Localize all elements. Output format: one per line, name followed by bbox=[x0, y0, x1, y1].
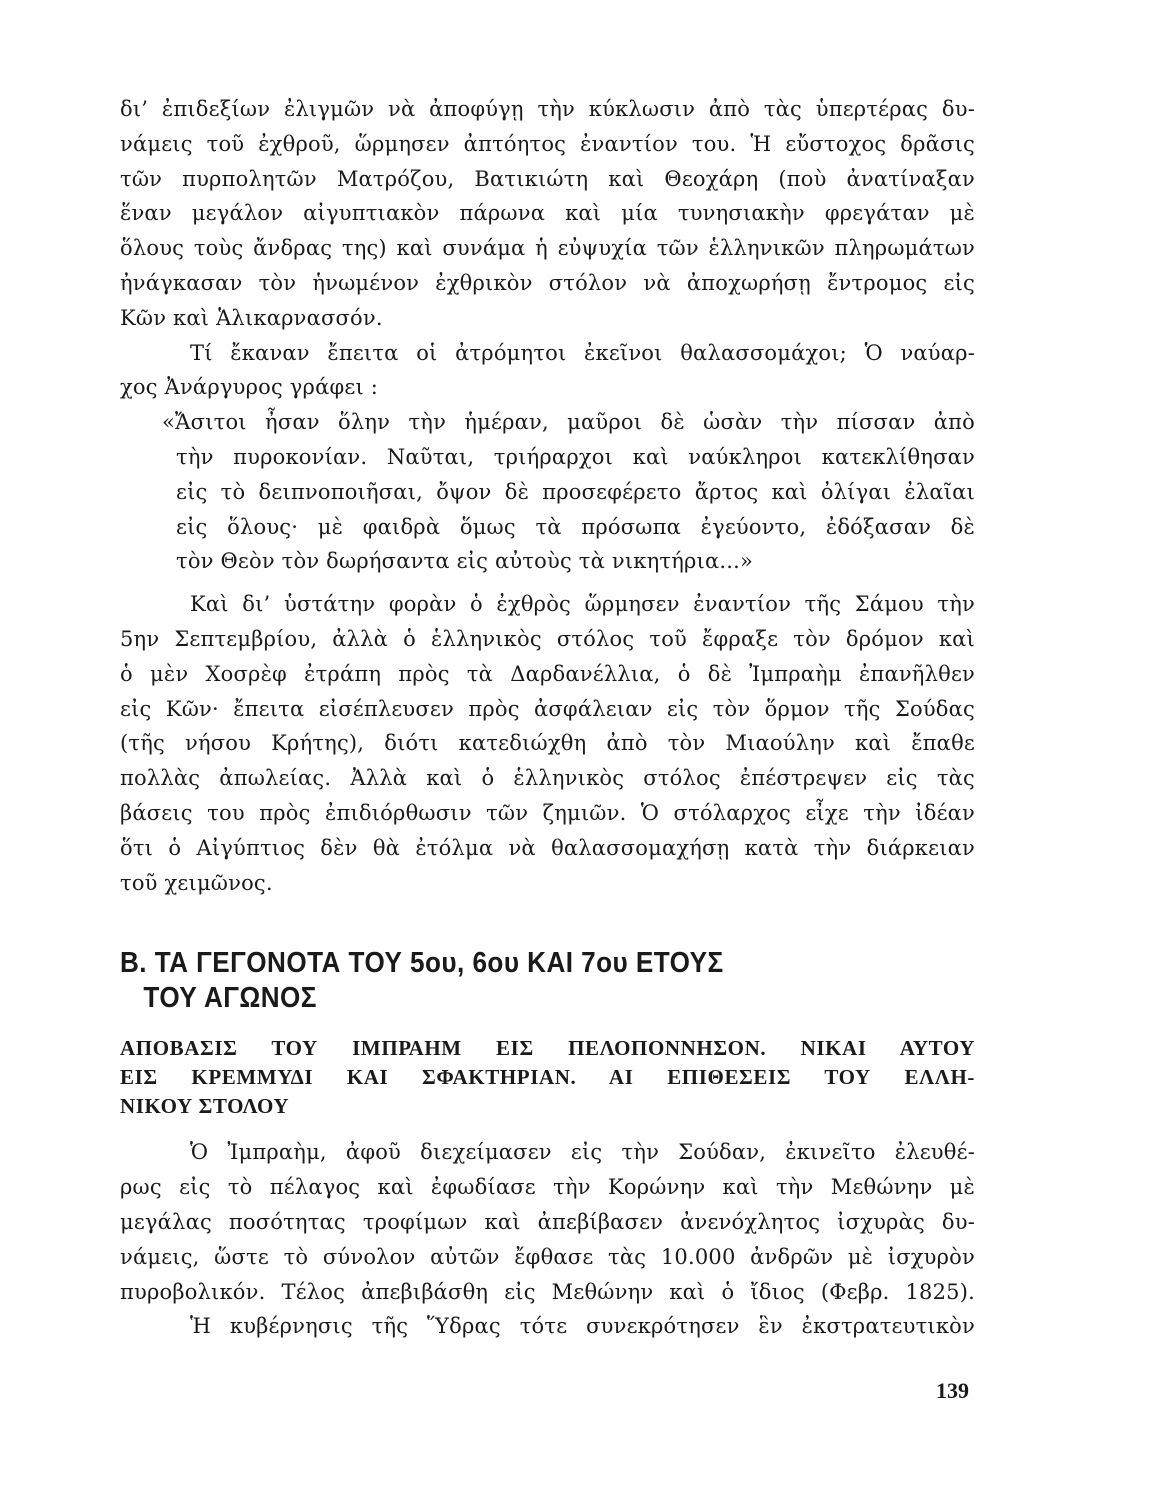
text-line: δι’ ἐπιδεξίων ἐλιγμῶν νὰ ἀποφύγῃ τὴν κύκλωσιν ἀπὸ τὰς ὑπερτέρας δυ- bbox=[120, 97, 975, 121]
text-line: ὅτι ὁ Αἰγύπτιος δὲν θὰ ἐτόλμα νὰ θαλασσομαχήσῃ κατὰ τὴν διάρκειαν bbox=[120, 835, 975, 860]
text-line: τῶν πυρπολητῶν Ματρόζου, Βατικιώτη καὶ Θεοχάρη (ποὺ ἀνατίναξαν bbox=[120, 166, 975, 191]
text-line: εἰς ὅλους· μὲ φαιδρὰ ὅμως τὰ πρόσωπα ἐγεύοντο, ἐδόξασαν δὲ bbox=[176, 514, 975, 539]
text-line: Τί ἔκαναν ἔπειτα οἱ ἀτρόμητοι ἐκεῖνοι θαλασσομάχοι; Ὁ ναύαρ- bbox=[190, 340, 975, 365]
text-line: Ὁ Ἰμπραὴμ, ἀφοῦ διεχείμασεν εἰς τὴν Σούδαν, ἐκινεῖτο ἐλευθέ- bbox=[190, 1140, 975, 1165]
page-number: 139 bbox=[936, 1378, 969, 1403]
text-line: εἰς Κῶν· ἔπειτα εἰσέπλευσεν πρὸς ἀσφάλειαν εἰς τὸν ὅρμον τῆς Σούδας bbox=[120, 696, 975, 721]
section-heading-line: ΤΟΥ ΑΓΩΝΟΣ bbox=[143, 982, 317, 1015]
text-line: 5ην Σεπτεμβρίου, ἀλλὰ ὁ ἑλληνικὸς στόλος τοῦ ἔφραξε τὸν δρόμον καὶ bbox=[120, 626, 975, 651]
text-line: ἕναν μεγάλον αἰγυπτιακὸν πάρωνα καὶ μία τυνησιακὴν φρεγάταν μὲ bbox=[120, 201, 975, 226]
text-line: νάμεις, ὥστε τὸ σύνολον αὐτῶν ἔφθασε τὰς 10.000 ἀνδρῶν μὲ ἰσχυρὸν bbox=[120, 1244, 975, 1269]
book-page bbox=[120, 92, 975, 1344]
paragraph bbox=[120, 336, 975, 406]
text-line: πυροβολικόν. Τέλος ἀπεβιβάσθη εἰς Μεθώνην καὶ ὁ ἴδιος (Φεβρ. 1825). bbox=[120, 1279, 975, 1304]
paragraph bbox=[120, 92, 975, 336]
paragraph bbox=[120, 1309, 975, 1344]
text-line: τὸν Θεὸν τὸν δωρήσαντα εἰς αὐτοὺς τὰ νικητήρια...» bbox=[176, 549, 754, 574]
subheading-line: ΑΠΟΒΑΣΙΣ ΤΟΥ ΙΜΠΡΑΗΜ ΕΙΣ ΠΕΛΟΠΟΝΝΗΣΟΝ. ΝΙΚΑΙ ΑΥΤΟΥ bbox=[120, 1036, 975, 1061]
text-line: τὴν πυροκονίαν. Ναῦται, τριήραρχοι καὶ ναύκληροι κατεκλίθησαν bbox=[176, 444, 975, 469]
text-line: εἰς τὸ δειπνοποιῆσαι, ὄψον δὲ προσεφέρετο ἄρτος καὶ ὀλίγαι ἐλαῖαι bbox=[176, 479, 975, 504]
subheading-line: ΝΙΚΟΥ ΣΤΟΛΟΥ bbox=[120, 1094, 290, 1119]
text-line: τοῦ χειμῶνος. bbox=[120, 870, 273, 895]
text-line: (τῆς νήσου Κρήτης), διότι κατεδιώχθη ἀπὸ τὸν Μιαούλην καὶ ἔπαθε bbox=[120, 731, 975, 756]
paragraph bbox=[120, 1135, 975, 1309]
subheading bbox=[120, 1034, 975, 1121]
section-heading bbox=[120, 946, 890, 1016]
text-line: χος Ἀνάργυρος γράφει : bbox=[120, 375, 379, 400]
text-line: πολλὰς ἀπωλείας. Ἀλλὰ καὶ ὁ ἑλληνικὸς στόλος ἐπέστρεψεν εἰς τὰς bbox=[120, 766, 975, 791]
text-line: Κῶν καὶ Ἁλικαρνασσόν. bbox=[120, 305, 383, 330]
text-line: Ἡ κυβέρνησις τῆς Ὕδρας τότε συνεκρότησεν ἓν ἐκστρατευτικὸν bbox=[190, 1314, 975, 1339]
text-line: μεγάλας ποσότητας τροφίμων καὶ ἀπεβίβασεν ἀνενόχλητος ἰσχυρὰς δυ- bbox=[120, 1209, 975, 1234]
text-line: νάμεις τοῦ ἐχθροῦ, ὥρμησεν ἀπτόητος ἐναντίον του. Ἡ εὔστοχος δρᾶσις bbox=[120, 131, 975, 156]
paragraph bbox=[120, 587, 975, 900]
text-line: ὅλους τοὺς ἄνδρας της) καὶ συνάμα ἡ εὐψυχία τῶν ἑλληνικῶν πληρωμάτων bbox=[120, 236, 975, 261]
section-heading-line: Β. ΤΑ ΓΕΓΟΝΟΤΑ ΤΟΥ 5ου, 6ου ΚΑΙ 7ου ΕΤΟΥΣ bbox=[120, 947, 724, 980]
text-line: ρως εἰς τὸ πέλαγος καὶ ἐφωδίασε τὴν Κορώνην καὶ τὴν Μεθώνην μὲ bbox=[120, 1175, 975, 1200]
text-line: βάσεις του πρὸς ἐπιδιόρθωσιν τῶν ζημιῶν. Ὁ στόλαρχος εἶχε τὴν ἰδέαν bbox=[120, 800, 975, 825]
block-quote bbox=[120, 405, 975, 579]
text-line: «Ἄσιτοι ἦσαν ὅλην τὴν ἡμέραν, μαῦροι δὲ ὡσὰν τὴν πίσσαν ἀπὸ bbox=[162, 410, 975, 435]
text-line: ἠνάγκασαν τὸν ἡνωμένον ἐχθρικὸν στόλον νὰ ἀποχωρήσῃ ἔντρομος εἰς bbox=[120, 270, 975, 295]
text-line: ὁ μὲν Χοσρὲφ ἐτράπη πρὸς τὰ Δαρδανέλλια, ὁ δὲ Ἰμπραὴμ ἐπανῆλθεν bbox=[120, 661, 975, 686]
text-line: Καὶ δι’ ὑστάτην φορὰν ὁ ἐχθρὸς ὥρμησεν ἐναντίον τῆς Σάμου τὴν bbox=[190, 592, 975, 617]
subheading-line: ΕΙΣ ΚΡΕΜΜΥΔΙ ΚΑΙ ΣΦΑΚΤΗΡΙΑΝ. ΑΙ ΕΠΙΘΕΣΕΙΣ ΤΟΥ ΕΛΛΗ- bbox=[120, 1065, 975, 1090]
